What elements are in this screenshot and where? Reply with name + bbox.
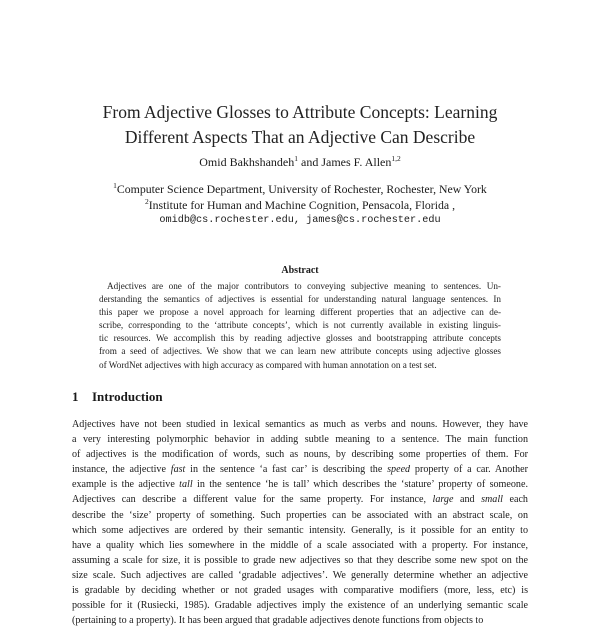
intro-line: have a quality which lies somewhere in the middle of a scale associated with a property. For instance, [72, 539, 528, 551]
author-emails[interactable]: omidb@cs.rochester.edu, james@cs.rochester.edu [159, 215, 441, 226]
affiliation-text: Institute for Human and Machine Cognition, Pensacola, Florida , [148, 198, 456, 212]
author-list [60, 154, 540, 170]
affiliation-2 [60, 197, 540, 213]
section-heading [72, 388, 163, 406]
emphasized-term: speed [387, 464, 411, 476]
section-number: 1 [72, 389, 79, 404]
intro-line: assuming a scale for size, it is possible to grade new adjectives so that they describe some new spot on the [72, 554, 528, 566]
abstract-line: from a seed of adjectives. We show that we can learn new attribute concepts using adjective glosses [99, 346, 501, 357]
abstract-body [99, 280, 501, 372]
author-name: James F. Allen [321, 155, 392, 169]
emphasized-term: large [432, 494, 454, 506]
author-conjunction: and [298, 155, 322, 169]
author-affil-marker: 1,2 [391, 154, 401, 163]
abstract-line: of WordNet adjectives with high accuracy as compared with human annotation on a test set. [99, 359, 437, 370]
intro-line: Adjectives can describe a different value for the same property. For instance, large and small each [72, 494, 528, 506]
affiliations [60, 181, 540, 229]
emphasized-term: small [481, 494, 503, 506]
intro-line: describe the ‘size’ property of something. Such properties can be associated with an abstract scale, on [72, 509, 528, 521]
abstract-line: this paper we propose a novel approach for learning different properties that an adjective can de- [99, 307, 501, 318]
paper-title [60, 100, 540, 150]
intro-line: Adjectives have not been studied in lexical semantics as much as verbs and nouns. However, they have [72, 419, 528, 430]
title-line-1: From Adjective Glosses to Attribute Concepts: Learning [102, 102, 498, 122]
author-name: Omid Bakhshandeh [199, 155, 295, 169]
intro-line: of adjectives is the modification of words, such as nouns, by describing some properties of them. For [72, 449, 528, 461]
abstract-line: tic resources. We accomplish this by reading adjective glosses and bootstrapping attribute concepts [99, 333, 501, 344]
section-title: Introduction [92, 389, 163, 404]
affiliation-1 [60, 181, 540, 197]
abstract-line: scribe, corresponding to the ‘attribute concepts’, which is not currently available in existing linguis- [99, 320, 501, 331]
abstract-heading: Abstract [281, 265, 319, 276]
intro-line: size scale. Such adjectives are called ‘gradable adjectives’. We generally determine whether an adjective [72, 569, 528, 581]
emphasized-term: tall [179, 479, 193, 491]
title-line-2: Different Aspects That an Adjective Can Describe [124, 127, 476, 147]
intro-line: example is the adjective tall in the sentence ‘he is tall’ which describes the ‘stature’ property of someone. [72, 479, 528, 491]
abstract-line: derstanding the semantics of adjectives is essential for understanding natural language sentences. In [99, 294, 501, 305]
intro-line: a very interesting polymorphic behavior in adding subtle meaning to a sentence. The main function [72, 434, 528, 446]
intro-line: is gradable by deciding whether or not graded usages with comparative modifiers (more, less, etc) is [72, 585, 528, 597]
intro-line: possible for it (Rusiecki, 1985). Gradable adjectives imply the existence of an underlying semantic scale [72, 600, 528, 612]
emphasized-term: fast [170, 464, 186, 476]
intro-line: (pertaining to a property). It has been argued that gradable adjectives denote functions from objects to [72, 615, 484, 627]
abstract-line: Adjectives are one of the major contributors to conveying subjective meaning to sentences. Un- [107, 281, 501, 291]
affiliation-text: Computer Science Department, University of Rochester, Rochester, New York [116, 182, 487, 196]
intro-line: which some adjectives are ordered by their semantic intensity. Generally, is it possible for an entity to [72, 524, 528, 536]
intro-line: instance, the adjective fast in the sentence ‘a fast car’ is describing the speed property of a car. Another [72, 464, 528, 476]
affil-marker: 2 [144, 197, 149, 206]
introduction-body [72, 417, 528, 628]
author-affil-marker: 1 [294, 154, 298, 163]
affil-marker: 1 [113, 181, 117, 190]
